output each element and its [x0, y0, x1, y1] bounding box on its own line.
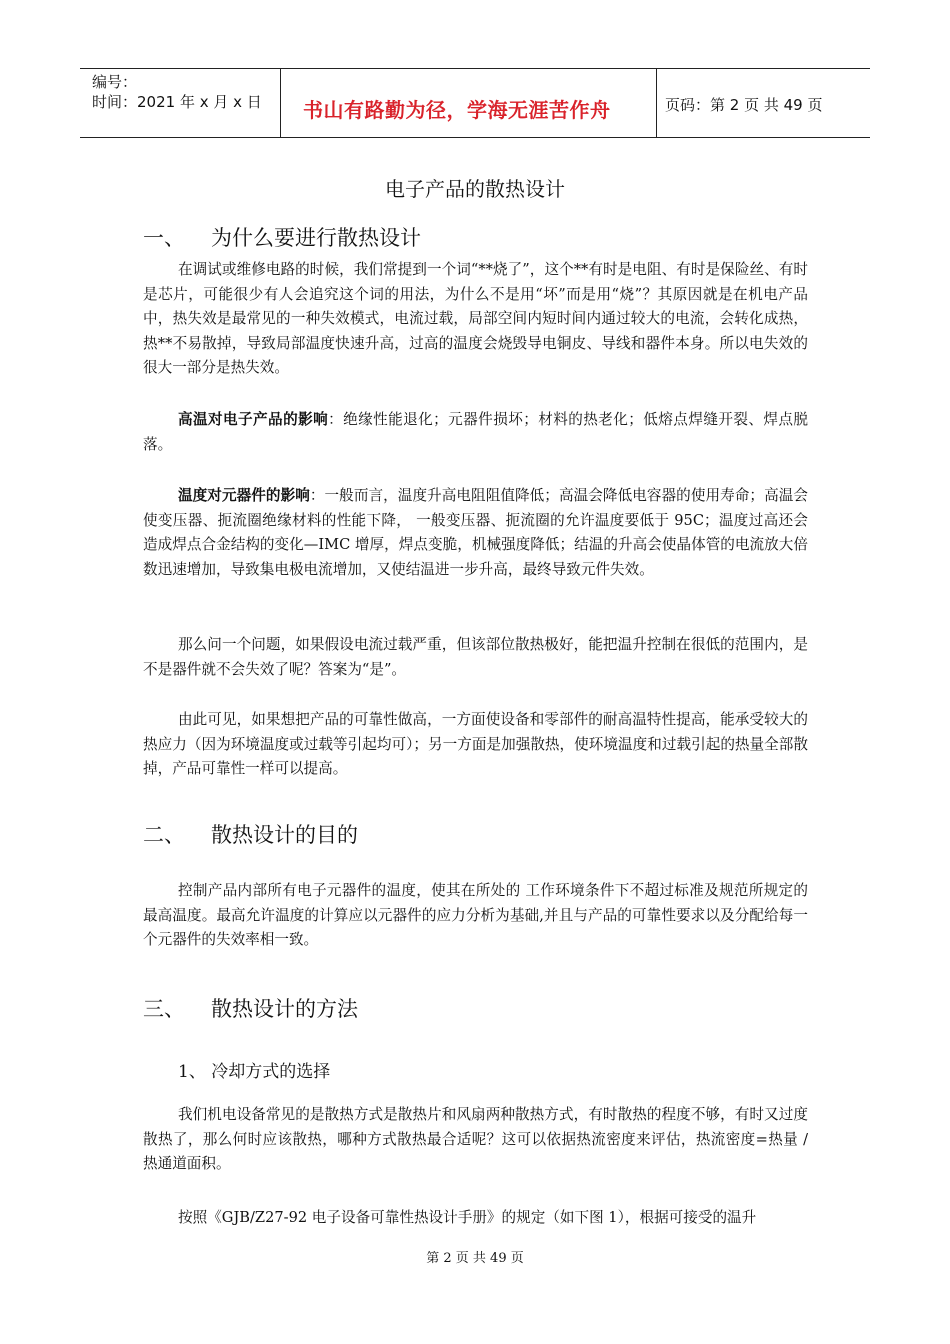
section-1-number: 一、: [143, 226, 185, 250]
section-3-paragraph-2: 按照《GJB/Z27-92 电子设备可靠性热设计手册》的规定（如下图 1），根据可接受的温升: [178, 1209, 757, 1226]
section-1-paragraph-2-lead: 高温对电子产品的影响: [178, 411, 329, 428]
header-page-cell: [657, 69, 870, 137]
header-motto-cell: [281, 69, 657, 137]
section-3-subheading-1: 1、 冷却方式的选择: [178, 1062, 331, 1082]
section-1-paragraph-5: 由此可见，如果想把产品的可靠性做高，一方面使设备和零部件的耐高温特性提高，能承受较大的热应力（因为环境温度或过载等引起均可）；另一方面是加强散热，使环境温度和过载引起的热量全部散掉，产品可靠性一样可以提高。: [143, 711, 808, 777]
section-3-number: 三、: [143, 997, 185, 1021]
header-number-label: 编号：: [92, 73, 138, 91]
section-1-heading: [143, 222, 421, 252]
section-3-paragraph-1: 我们机电设备常见的是散热方式是散热片和风扇两种散热方式，有时散热的程度不够，有时又过度散热了，那么何时应该散热，哪种方式散热最合适呢？这可以依据热流密度来评估，热流密度=热量 / 热通道面积。: [143, 1106, 808, 1172]
section-1-paragraph-3: [143, 484, 808, 582]
page-header: [80, 68, 870, 138]
page-footer: 第 2 页 共 49 页: [426, 1251, 524, 1266]
section-1-paragraph-2: [143, 408, 808, 457]
section-1-paragraph-4: 那么问一个问题，如果假设电流过载严重，但该部位散热极好，能把温升控制在很低的范围内，是不是器件就不会失效了呢？答案为“是”。: [143, 636, 808, 678]
section-1-paragraph-3-lead: 温度对元器件的影响: [178, 487, 310, 504]
section-3-title: 散热设计的方法: [211, 997, 358, 1021]
section-1-paragraph-3-text: ：一般而言，温度升高电阻阻值降低；高温会降低电容器的使用寿命；高温会使变压器、扼流圈绝缘材料的性能下降， 一般变压器、扼流圈的允许温度要低于 95C；温度过高还会造成焊点合金结构的变化—IMC 增厚，焊点变脆，机械强度降低；结温的升高会使晶体管的电流放大倍数迅速增加，导致集电极电流增加，又使结温进一步升高，最终导致元件失效。: [143, 487, 808, 578]
section-2-title: 散热设计的目的: [211, 823, 358, 847]
section-2-heading: [143, 819, 358, 849]
section-2-number: 二、: [143, 823, 185, 847]
header-motto: 书山有路勤为径，学海无涯苦作舟: [303, 98, 611, 122]
section-2-paragraph-1: 控制产品内部所有电子元器件的温度，使其在所处的 工作环境条件下不超过标准及规范所规定的最高温度。最高允许温度的计算应以元器件的应力分析为基础,并且与产品的可靠性要求以及分配给每一个元器件的失效率相一致。: [143, 882, 808, 948]
document-title: 电子产品的散热设计: [385, 177, 565, 201]
section-1-title: 为什么要进行散热设计: [211, 226, 421, 250]
header-info-cell: [80, 69, 281, 137]
section-1-paragraph-2-text: ：绝缘性能退化；元器件损坏；材料的热老化；低熔点焊缝开裂、焊点脱落。: [143, 411, 808, 453]
header-page-info: 页码：第 2 页 共 49 页: [665, 96, 823, 114]
section-3-heading: [143, 993, 358, 1023]
header-time-label: 时间：2021 年 x 月 x 日: [92, 93, 262, 111]
section-1-paragraph-1: 在调试或维修电路的时候，我们常提到一个词“**烧了”，这个**有时是电阻、有时是保险丝、有时是芯片，可能很少有人会追究这个词的用法，为什么不是用“坏”而是用“烧”？其原因就是在机电产品中，热失效是最常见的一种失效模式，电流过载，局部空间内短时间内通过较大的电流，会转化成热，热**不易散掉，导致局部温度快速升高，过高的温度会烧毁导电铜皮、导线和器件本身。所以电失效的很大一部分是热失效。: [143, 261, 808, 376]
